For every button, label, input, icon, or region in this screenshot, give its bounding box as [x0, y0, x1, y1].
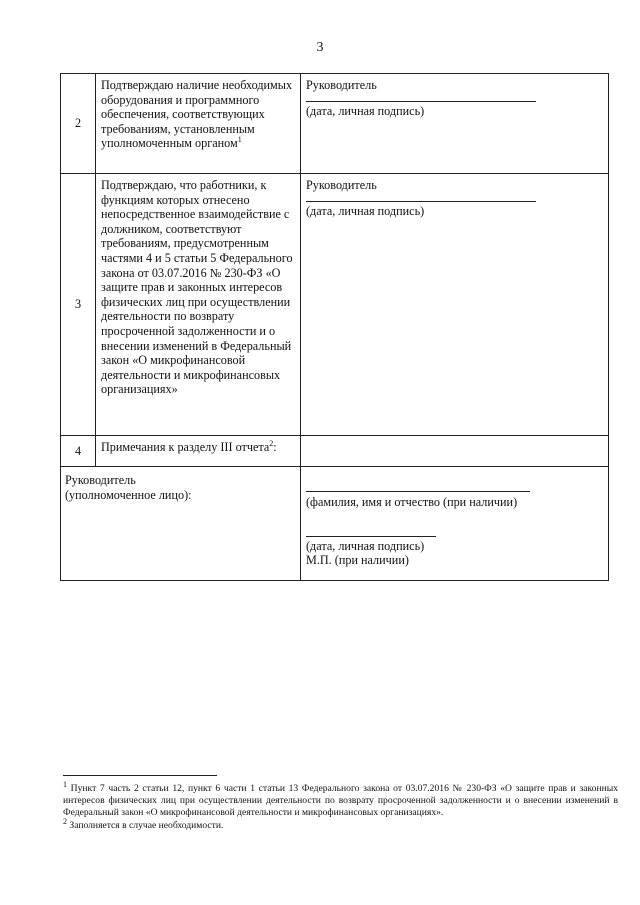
footnote-text: Пункт 7 часть 2 статьи 12, пункт 6 части 1 статьи 13 Федерального закона от 03.07.2016 № 230-ФЗ «О защите прав и законных интересов физических лиц при осуществлении деятельности по возврату просроченной задолженности и о внесении изменений в Федеральный закон «О микрофинансовой деятельности и микрофинансовых организациях».: [63, 783, 618, 819]
footnote-divider: [63, 775, 217, 776]
row-description-text: Подтверждаю наличие необходимых оборудования и программного обеспечения, соответствующих требованиям, установленным уполномоченным органом: [101, 78, 293, 151]
name-caption: (фамилия, имя и отчество (при наличии): [306, 495, 518, 509]
signature-caption: (дата, личная подпись): [306, 203, 425, 218]
head-signature-cell: [301, 467, 609, 581]
head-label: Руководитель: [65, 473, 136, 487]
row-description-text: Подтверждаю, что работники, к функциям которых отнесено непосредственное взаимодействие с должником, соответствуют требованиям, предусмотренным частями 4 и 5 статьи 5 Федерального закона от 03.07.2016 № 230-ФЗ «О защите прав и законных интересов физических лиц при осуществлении деятельности по возврату просроченной задолженности и о внесении изменений в Федеральный закон «О микрофинансовой деятельности и микрофинансовых организациях»: [101, 178, 293, 397]
row-description: [96, 74, 301, 174]
table-row: [61, 436, 609, 467]
row-number: 2: [61, 74, 96, 174]
footnote-marker: 1: [237, 135, 242, 145]
signatory-role: Руководитель: [306, 78, 377, 92]
footnote-text: Заполняется в случае необходимости.: [69, 819, 224, 831]
head-signature-row: [61, 467, 609, 581]
signature-caption: (дата, личная подпись): [306, 538, 425, 553]
footnotes: [63, 779, 618, 832]
table-row: [61, 74, 609, 174]
signature-cell: [301, 174, 609, 436]
signature-cell: [301, 74, 609, 174]
row-description-suffix: :: [273, 440, 277, 454]
page-number: 3: [316, 40, 324, 55]
signature-caption: (дата, личная подпись): [306, 103, 425, 118]
signature-line: [306, 193, 536, 202]
row-description: [96, 436, 301, 467]
footnote: [63, 816, 618, 832]
signature-line: [306, 510, 436, 537]
signatory-role: Руководитель: [306, 178, 377, 192]
row-number: 3: [61, 174, 96, 436]
name-line: [306, 471, 530, 492]
stamp-caption: М.П. (при наличии): [306, 553, 409, 568]
notes-cell: [301, 436, 609, 467]
confirmation-table: [60, 73, 609, 581]
footnote-marker: 1: [63, 779, 67, 789]
head-label-cell: [61, 467, 301, 581]
head-label-qualifier: (уполномоченное лицо):: [65, 487, 192, 502]
footnote-marker: 2: [269, 438, 274, 448]
signature-line: [306, 93, 536, 102]
row-number: 4: [61, 436, 96, 467]
row-description: [96, 174, 301, 436]
footnote: [63, 779, 618, 820]
footnote-marker: 2: [63, 816, 67, 826]
row-description-text: Примечания к разделу III отчета: [101, 440, 270, 454]
table-row: [61, 174, 609, 436]
